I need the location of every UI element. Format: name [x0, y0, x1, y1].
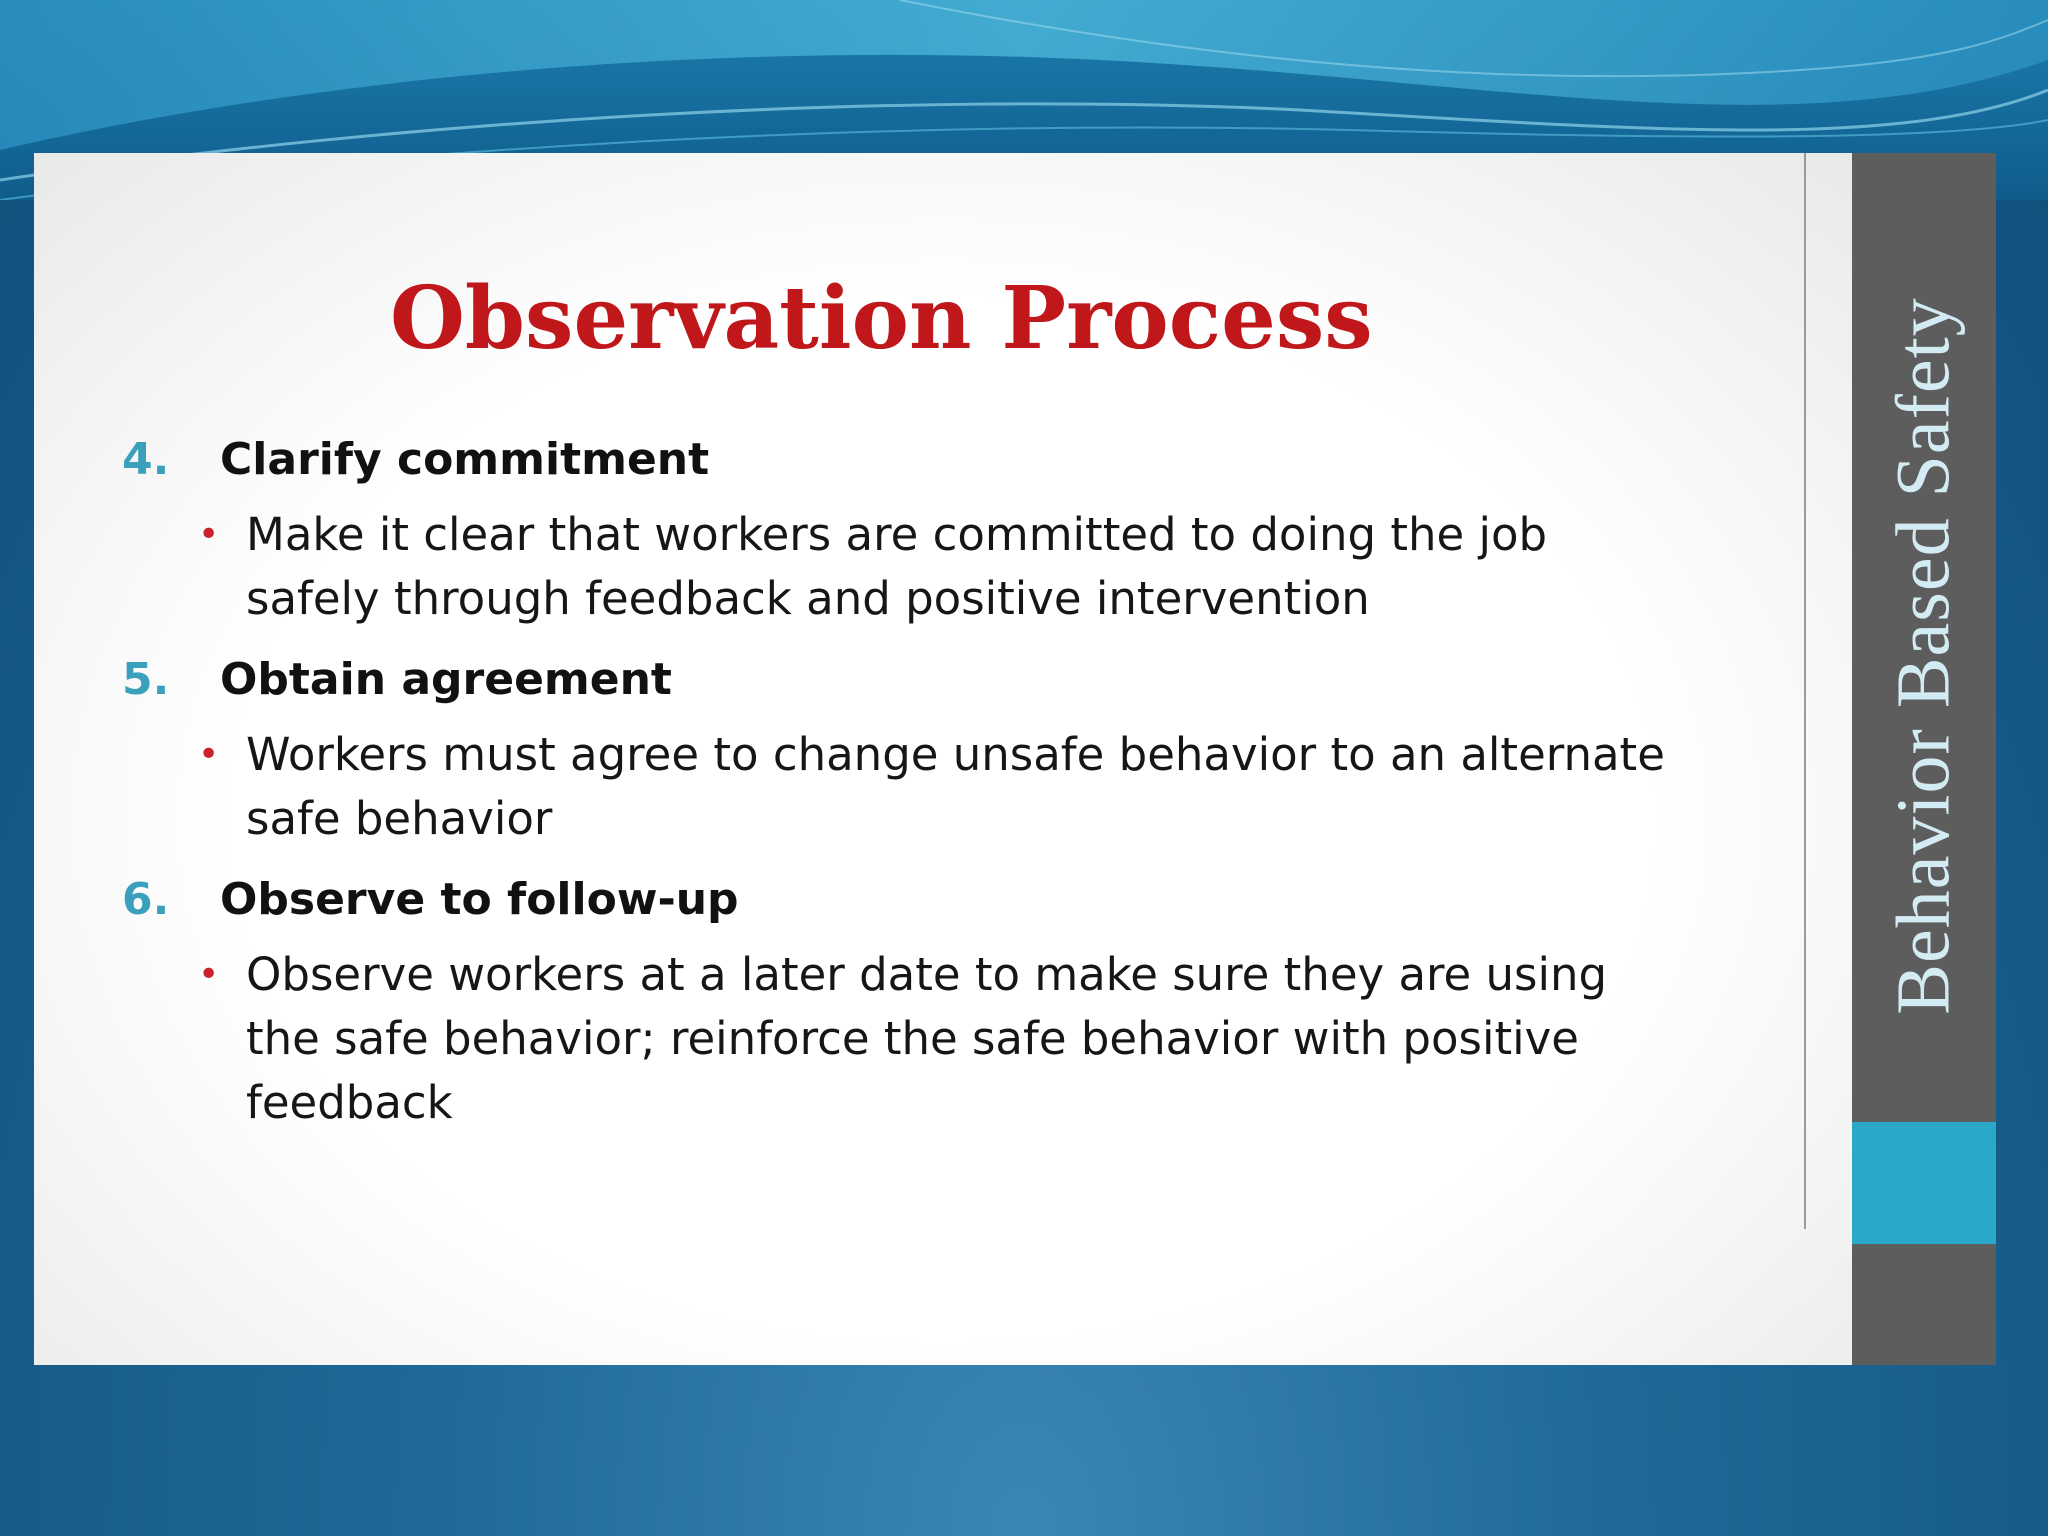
- item-heading: Obtain agreement: [220, 654, 672, 705]
- item-heading: Clarify commitment: [220, 434, 710, 485]
- list-item: [122, 434, 1682, 631]
- bullet-dot-icon: •: [198, 734, 220, 775]
- vertical-divider: [1804, 153, 1806, 1229]
- slide-title: Observation Process: [390, 268, 1373, 369]
- list-item: [122, 654, 1682, 851]
- bullet-text: Observe workers at a later date to make sure they are using the safe behavior; reinforce the safe behavior with positive feedback: [246, 948, 1608, 1129]
- bullet-dot-icon: •: [198, 954, 220, 995]
- bullet-text: Make it clear that workers are committed to doing the job safely through feedback and positive intervention: [246, 508, 1548, 625]
- bullet-text: Workers must agree to change unsafe behavior to an alternate safe behavior: [246, 728, 1665, 845]
- item-number: 4.: [122, 434, 170, 485]
- item-number: 5.: [122, 654, 170, 705]
- list-item: [122, 874, 1682, 1135]
- side-accent-block: [1852, 1122, 1996, 1244]
- item-heading: Observe to follow-up: [220, 874, 739, 925]
- side-title: Behavior Based Safety: [1881, 297, 1966, 1015]
- bullet-dot-icon: •: [198, 514, 220, 555]
- item-number: 6.: [122, 874, 170, 925]
